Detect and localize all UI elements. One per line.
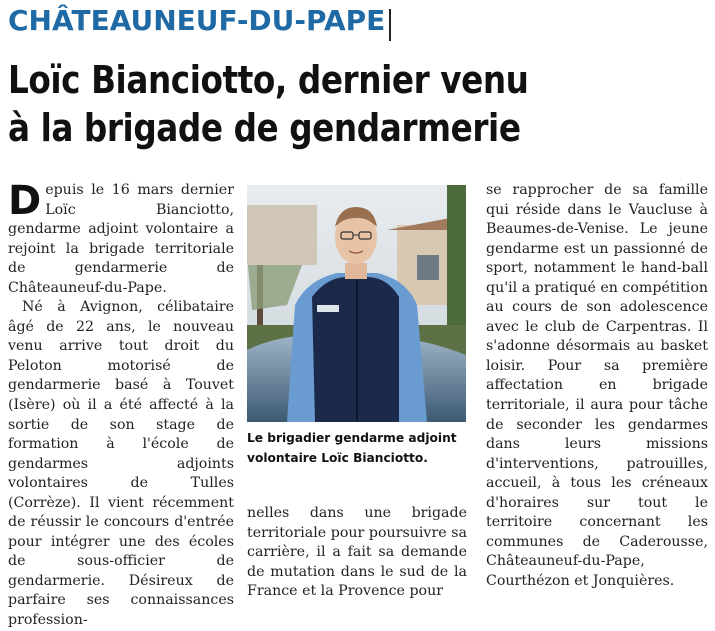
article-column-1	[8, 178, 234, 631]
headline-line-1: Loïc Bianciotto, dernier venu	[8, 58, 529, 102]
paragraph-column-2: nelles dans une brigade territoriale pour poursuivre sa carrière, il a fait sa demande de mutation dans le sud de la France et la Provence pour	[247, 505, 467, 600]
headline	[8, 56, 610, 152]
photo-caption: Le brigadier gendarme adjoint volontaire Loïc Bianciotto.	[247, 431, 457, 465]
paragraph-biography: Né à Avignon, célibataire âgé de 22 ans, le nouveau venu arrive tout droit du Peloton motorisé de gendarmerie basé à Touvet (Isère) où il a été affecté à la sortie de son stage de formation à l'école de gendarmes adjoints volontaires de Tulles (Corrèze). Il vient récemment de réussir le concours d'entrée pour intégrer une des écoles de sous-officier de gendarmerie. Désireux de parfaire ses connaissances profession-	[8, 299, 234, 629]
paragraph-intro-text: epuis le 16 mars dernier Loïc Bianciotto, gendarme adjoint volontaire a rejoint la brigade territoriale de gendarmerie de Châteauneuf-du-Pape.	[8, 182, 234, 296]
headline-line-2: à la brigade de gendarmerie	[8, 106, 521, 150]
article-column-2	[247, 504, 467, 602]
kicker-divider	[389, 9, 391, 41]
drop-cap: D	[8, 178, 42, 224]
paragraph-column-3: se rapprocher de sa famille qui réside dans le Vaucluse à Beaumes-de-Venise. Le jeune gendarme est un passionné de sport, notamment le hand-ball qu'il a pratiqué en compétition au cours de son adolescence avec le club de Carpentras. Il s'adonne désormais au basket loisir. Pour sa première affectation en brigade territoriale, il aura pour tâche de seconder les gendarmes dans leurs missions d'interventions, patrouilles, accueil, à tous les créneaux d'horaires sur tout le territoire concernant les communes de Caderousse, Châteauneuf-du-Pape, Courthézon et Jonquières.	[486, 182, 708, 589]
gendarme-portrait-image	[247, 185, 466, 422]
article-photo	[247, 185, 466, 422]
paragraph-intro	[8, 178, 234, 298]
section-kicker: CHÂTEAUNEUF-DU-PAPE	[8, 4, 386, 37]
article-column-3	[486, 181, 708, 591]
